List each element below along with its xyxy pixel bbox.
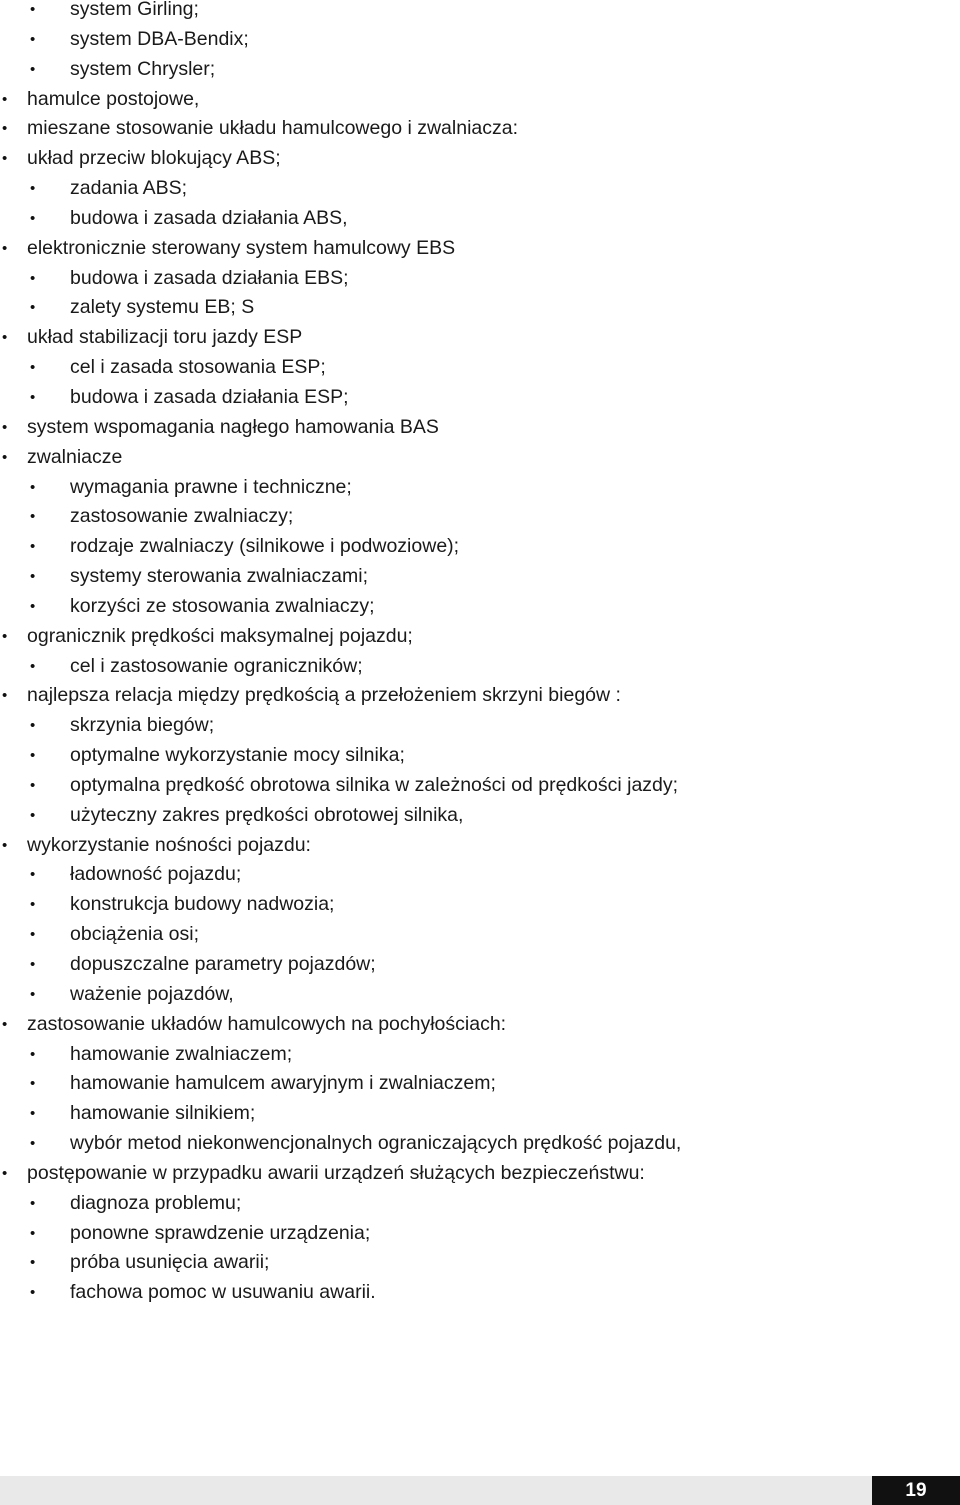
- list-item-text: ogranicznik prędkości maksymalnej pojazdu;: [27, 624, 413, 647]
- list-item-text: układ stabilizacji toru jazdy ESP: [27, 326, 303, 349]
- list-item-text: skrzynia biegów;: [70, 714, 215, 737]
- sub-list-item: [0, 592, 960, 622]
- list-item-text: układ przeciw blokujący ABS;: [27, 147, 281, 170]
- bullet-icon: •: [30, 1135, 36, 1153]
- list-item-text: próba usunięcia awarii;: [70, 1251, 270, 1274]
- bullet-icon: •: [2, 150, 8, 168]
- list-item-text: budowa i zasada działania EBS;: [70, 266, 349, 289]
- list-item-text: wybór metod niekonwencjonalnych ograniczających prędkość pojazdu,: [70, 1132, 682, 1155]
- sub-list-item: [0, 174, 960, 204]
- bullet-icon: •: [30, 478, 36, 496]
- bullet-icon: •: [30, 985, 36, 1003]
- bullet-icon: •: [30, 806, 36, 824]
- list-item: [0, 323, 960, 353]
- bullet-icon: •: [30, 1254, 36, 1272]
- list-item-text: hamowanie hamulcem awaryjnym i zwalniaczem;: [70, 1072, 496, 1095]
- list-item: [0, 1010, 960, 1040]
- list-item-text: optymalna prędkość obrotowa silnika w zależności od prędkości jazdy;: [70, 773, 679, 796]
- list-item-text: systemy sterowania zwalniaczami;: [70, 565, 369, 588]
- list-item-text: użyteczny zakres prędkości obrotowej silnika,: [70, 803, 464, 826]
- bullet-icon: •: [30, 1105, 36, 1123]
- list-item-text: konstrukcja budowy nadwozia;: [70, 893, 335, 916]
- bullet-icon: •: [30, 1, 36, 18]
- bullet-icon: •: [30, 1075, 36, 1093]
- sub-list-item: [0, 55, 960, 85]
- bullet-icon: •: [30, 359, 36, 377]
- sub-list-item: [0, 1099, 960, 1129]
- sub-list-item: [0, 950, 960, 980]
- bullet-icon: •: [30, 30, 36, 48]
- list-item-text: ponowne sprawdzenie urządzenia;: [70, 1221, 371, 1244]
- bullet-icon: •: [30, 717, 36, 735]
- list-item-text: cel i zastosowanie ograniczników;: [70, 654, 363, 677]
- sub-list-item: [0, 771, 960, 801]
- list-item: [0, 443, 960, 473]
- bullet-icon: •: [30, 866, 36, 884]
- list-item-text: najlepsza relacja między prędkością a przełożeniem skrzyni biegów :: [27, 684, 621, 707]
- list-item-text: dopuszczalne parametry pojazdów;: [70, 953, 376, 975]
- list-item-text: fachowa pomoc w usuwaniu awarii.: [70, 1281, 376, 1304]
- sub-list-item: [0, 801, 960, 831]
- list-item: [0, 1159, 960, 1189]
- sub-list-item: [0, 473, 960, 503]
- list-item-text: zastosowanie zwalniaczy;: [70, 505, 294, 528]
- bullet-icon: •: [2, 448, 8, 466]
- bullet-icon: •: [2, 836, 8, 854]
- bullet-icon: •: [30, 1194, 36, 1212]
- list-item-text: system Chrysler;: [70, 57, 216, 80]
- list-item-text: hamowanie silnikiem;: [70, 1102, 256, 1125]
- sub-list-item: [0, 1129, 960, 1159]
- list-item: [0, 234, 960, 264]
- bullet-icon: •: [2, 1015, 8, 1033]
- sub-list-item: [0, 204, 960, 234]
- sub-list-item: [0, 293, 960, 323]
- bullet-icon: •: [2, 687, 8, 705]
- sub-list-item: [0, 890, 960, 920]
- list-item: [0, 831, 960, 861]
- sub-list-item: [0, 1248, 960, 1278]
- sub-list-item: [0, 1069, 960, 1099]
- list-item-text: rodzaje zwalniaczy (silnikowe i podwoziowe);: [70, 535, 460, 558]
- bullet-icon: •: [30, 568, 36, 586]
- list-item: [0, 681, 960, 711]
- bullet-icon: •: [30, 180, 36, 198]
- list-item-text: system DBA-Bendix;: [70, 27, 249, 50]
- sub-list-item: [0, 1189, 960, 1219]
- bullet-icon: •: [30, 1224, 36, 1242]
- list-item: [0, 413, 960, 443]
- bullet-icon: •: [30, 1045, 36, 1063]
- sub-list-item: [0, 264, 960, 294]
- bullet-icon: •: [30, 388, 36, 406]
- sub-list-item: [0, 741, 960, 771]
- list-item: [0, 85, 960, 115]
- sub-list-item: [0, 1278, 960, 1308]
- bullet-icon: •: [30, 508, 36, 526]
- list-item-text: wykorzystanie nośności pojazdu:: [27, 833, 311, 856]
- list-item-text: zastosowanie układów hamulcowych na pochyłościach:: [27, 1012, 507, 1035]
- bullet-icon: •: [30, 776, 36, 794]
- bullet-icon: •: [30, 597, 36, 615]
- page-number: 19: [872, 1476, 960, 1505]
- bullet-icon: •: [2, 239, 8, 257]
- list-item-text: system wspomagania nagłego hamowania BAS: [27, 415, 439, 438]
- list-item-text: obciążenia osi;: [70, 923, 199, 946]
- list-item-text: diagnoza problemu;: [70, 1191, 242, 1214]
- list-item-text: budowa i zasada działania ABS,: [70, 206, 348, 229]
- bullet-icon: •: [2, 627, 8, 645]
- list-item-text: zwalniacze: [27, 445, 123, 468]
- list-item-text: postępowanie w przypadku awarii urządzeń służących bezpieczeństwu:: [27, 1161, 645, 1184]
- list-item-text: korzyści ze stosowania zwalniaczy;: [70, 594, 375, 617]
- sub-list-item: [0, 25, 960, 55]
- bullet-icon: •: [2, 329, 8, 347]
- bullet-icon: •: [2, 418, 8, 436]
- list-item-text: wymagania prawne i techniczne;: [70, 475, 352, 498]
- bullet-icon: •: [30, 956, 36, 973]
- sub-list-item: [0, 353, 960, 383]
- list-item-text: hamulce postojowe,: [27, 87, 200, 110]
- sub-list-item: [0, 652, 960, 682]
- list-item-text: hamowanie zwalniaczem;: [70, 1042, 293, 1065]
- list-item: [0, 622, 960, 652]
- bullet-icon: •: [30, 209, 36, 227]
- sub-list-item: [0, 920, 960, 950]
- list-item-text: ważenie pojazdów,: [70, 982, 234, 1005]
- list-item-text: zalety systemu EB; S: [70, 296, 255, 319]
- bullet-icon: •: [30, 60, 36, 78]
- sub-list-item: [0, 711, 960, 741]
- bullet-icon: •: [30, 269, 36, 287]
- sub-list-item: [0, 860, 960, 890]
- list-item-text: optymalne wykorzystanie mocy silnika;: [70, 744, 405, 767]
- bullet-icon: •: [2, 90, 8, 108]
- sub-list-item: [0, 532, 960, 562]
- bullet-icon: •: [30, 657, 36, 675]
- bullet-icon: •: [30, 538, 36, 556]
- list-item-text: zadania ABS;: [70, 177, 188, 200]
- bullet-icon: •: [2, 1164, 8, 1182]
- list-item-text: elektronicznie sterowany system hamulcowy EBS: [27, 236, 456, 259]
- sub-list-item: [0, 1219, 960, 1249]
- list-item-text: system Girling;: [70, 0, 199, 20]
- bullet-icon: •: [30, 1284, 36, 1302]
- bullet-icon: •: [30, 896, 36, 914]
- list-item-text: cel i zasada stosowania ESP;: [70, 356, 326, 379]
- bullet-icon: •: [2, 120, 8, 138]
- sub-list-item: [0, 0, 960, 25]
- sub-list-item: [0, 383, 960, 413]
- sub-list-item: [0, 980, 960, 1010]
- bullet-icon: •: [30, 299, 36, 317]
- list-item-text: budowa i zasada działania ESP;: [70, 385, 349, 408]
- sub-list-item: [0, 1040, 960, 1070]
- footer-bar: [0, 1476, 872, 1505]
- list-item-text: ładowność pojazdu;: [70, 863, 242, 886]
- list-item: [0, 114, 960, 144]
- sub-list-item: [0, 562, 960, 592]
- sub-list-item: [0, 502, 960, 532]
- list-item: [0, 144, 960, 174]
- bullet-icon: •: [30, 926, 36, 944]
- bullet-icon: •: [30, 747, 36, 765]
- list-item-text: mieszane stosowanie układu hamulcowego i zwalniacza:: [27, 117, 519, 140]
